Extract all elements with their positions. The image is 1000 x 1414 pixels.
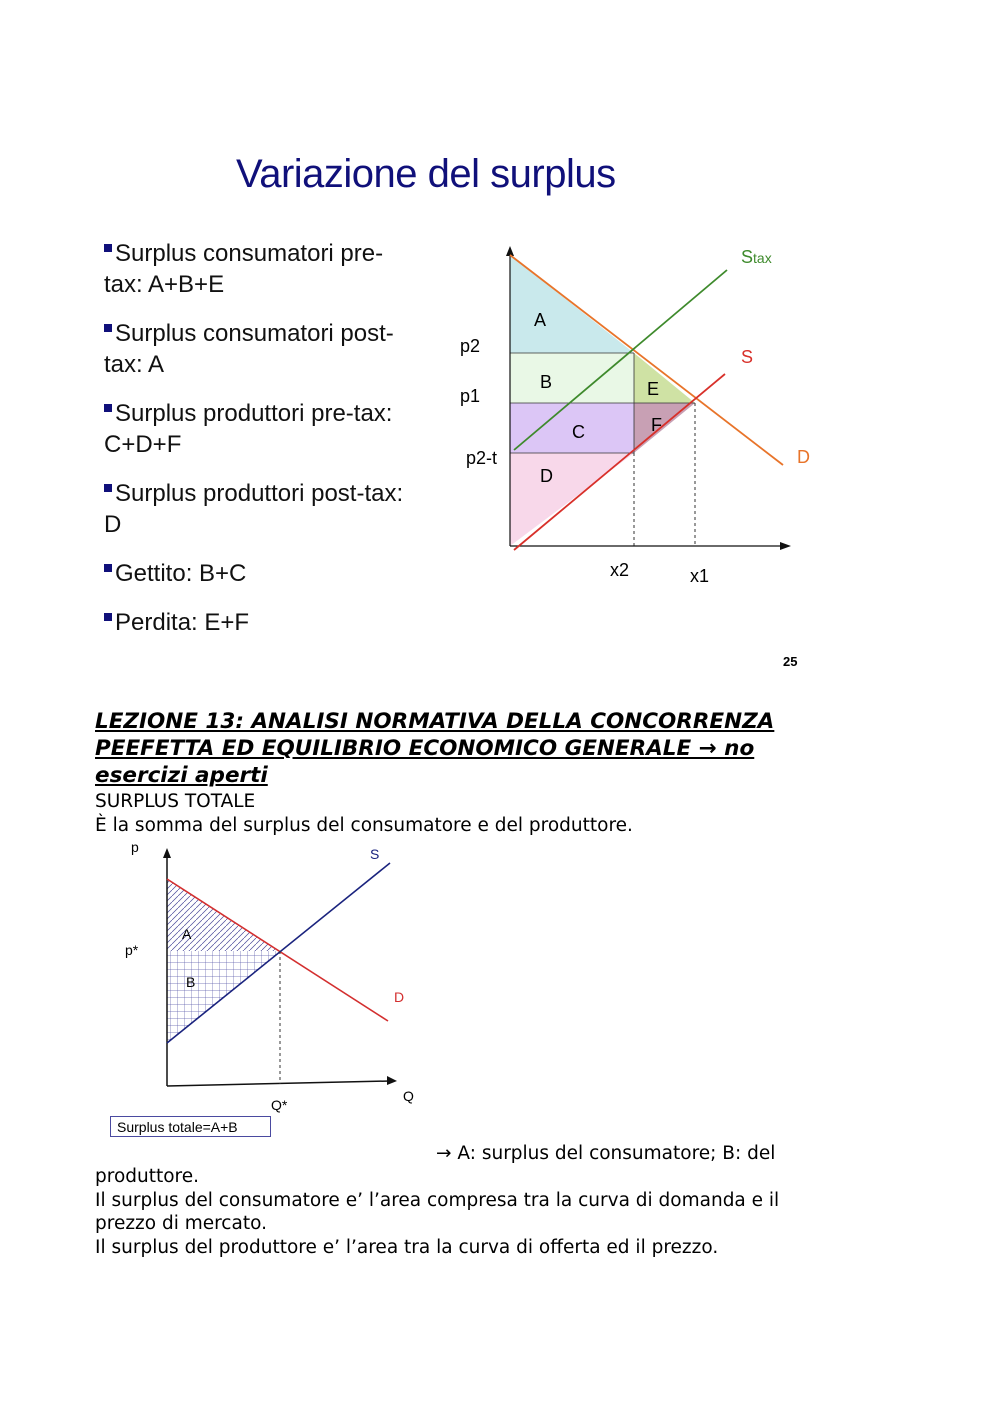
curve-label-s: S — [741, 347, 754, 367]
heading-line: PEEFETTA ED EQUILIBRIO ECONOMICO GENERALE → no — [95, 736, 755, 761]
axis-label-q: Q — [403, 1088, 414, 1104]
region-e — [634, 353, 695, 403]
region-d — [510, 453, 634, 546]
bullet-text: Surplus produttori pre-tax: C+D+F — [104, 400, 393, 458]
region-label-d: D — [540, 466, 553, 486]
bullet-text: Surplus consumatori post-tax: A — [104, 320, 394, 378]
area-label-b: B — [186, 974, 196, 990]
total-surplus-box: Surplus totale=A+B — [110, 1116, 271, 1137]
region-label-a: A — [534, 310, 547, 330]
total-surplus-diagram — [100, 836, 430, 1160]
region-label-b: B — [540, 372, 553, 392]
area-label-a: A — [182, 926, 192, 942]
x-axis-arrow-icon — [780, 542, 791, 550]
quantity-label-x2: x2 — [610, 560, 630, 580]
demand-label: D — [394, 989, 405, 1005]
tax-surplus-diagram — [0, 0, 1000, 700]
quantity-label-x1: x1 — [690, 566, 710, 586]
price-label-p2t: p2-t — [466, 448, 498, 468]
region-label-f: F — [651, 415, 662, 435]
section-label: SURPLUS TOTALE — [95, 791, 256, 812]
caption-text-continued: produttore. — [95, 1166, 200, 1187]
y-axis-arrow-icon — [506, 246, 514, 256]
axis-label-p: p — [131, 839, 139, 855]
curve-label-d: D — [797, 447, 810, 467]
heading-line: esercizi aperti — [95, 763, 268, 788]
region-label-c: C — [572, 422, 585, 442]
q-star-label: Q* — [271, 1097, 288, 1113]
heading-line: LEZIONE 13: ANALISI NORMATIVA DELLA CONCORRENZA — [95, 709, 775, 734]
consumer-surplus-text: Il surplus del consumatore e’ l’area compresa tra la curva di domanda e il — [95, 1190, 780, 1211]
y-axis-arrow-icon — [163, 848, 171, 858]
lesson-heading — [95, 708, 855, 789]
p-star-label: p* — [125, 942, 139, 958]
region-label-e: E — [647, 379, 660, 399]
curve-label-stax: Stax — [741, 247, 772, 267]
bullet-text: Surplus consumatori pre-tax: A+B+E — [104, 240, 384, 298]
bullet-text: Surplus produttori post-tax: D — [104, 480, 404, 538]
slide-page-number: 25 — [783, 654, 798, 669]
producer-surplus-text: Il surplus del produttore e’ l’area tra la curva di offerta ed il prezzo. — [95, 1237, 719, 1258]
bullet-text: Perdita: E+F — [115, 609, 250, 636]
price-label-p2: p2 — [460, 336, 481, 356]
region-b — [510, 353, 634, 403]
slide-title: Variazione del surplus — [236, 152, 616, 196]
x-axis — [167, 1081, 390, 1086]
consumer-surplus-text-continued: prezzo di mercato. — [95, 1213, 267, 1234]
x-axis-arrow-icon — [387, 1076, 397, 1085]
section-definition: È la somma del surplus del consumatore e del produttore. — [95, 815, 633, 836]
supply-label: S — [370, 846, 380, 862]
price-label-p1: p1 — [460, 386, 481, 406]
region-f — [634, 403, 695, 453]
bullet-text: Gettito: B+C — [115, 560, 247, 587]
caption-text: → A: surplus del consumatore; B: del — [436, 1143, 776, 1164]
